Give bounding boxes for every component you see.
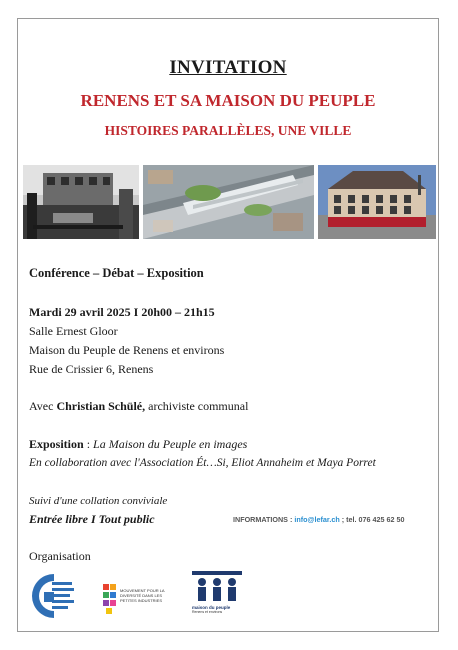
event-headline: RENENS ET SA MAISON DU PEUPLE <box>80 91 376 110</box>
exhibition-label: Exposition <box>29 437 84 451</box>
maison-du-peuple-photo <box>318 165 436 239</box>
event-date-time: Mardi 29 avril 2025 I 20h00 – 21h15 <box>29 305 215 319</box>
event-subheadline: HISTOIRES PARALLÈLES, UNE VILLE <box>104 123 352 138</box>
maison-du-peuple-logo <box>192 569 242 617</box>
exhibition-title: La Maison du Peuple en images <box>93 437 248 451</box>
maison-du-peuple-logo-text: maison du peuple <box>192 605 231 610</box>
venue-line-address: Rue de Crissier 6, Renens <box>29 362 154 376</box>
venue-line-building: Maison du Peuple de Renens et environs <box>29 343 225 357</box>
venue-line-room: Salle Ernest Gloor <box>29 324 118 338</box>
contact-info <box>233 515 404 524</box>
reception-line: Suivi d'une collation conviviale <box>29 495 168 507</box>
collaboration-line: En collaboration avec l'Association Ét…Si, Eliot Annaheim et Maya Porret <box>29 457 376 469</box>
movement-diversity-text: MOUVEMENT POUR LA DIVERSITÉ DANS LES PETITES INDUSTRIES <box>120 588 165 603</box>
speaker-name: Christian Schülé, <box>56 399 146 413</box>
maison-du-peuple-logo-sub: Renens et environs <box>192 610 223 614</box>
exhibition-line <box>29 437 247 452</box>
event-type: Conférence – Débat – Exposition <box>29 266 204 280</box>
organisation-label: Organisation <box>29 549 91 563</box>
entry-line: Entrée libre I Tout public <box>29 512 155 526</box>
speaker-role: archiviste communal <box>148 399 249 413</box>
contact-phone: ; tel. 076 425 62 50 <box>339 515 405 524</box>
movement-diversity-logo <box>103 584 173 616</box>
speaker-line <box>29 399 248 414</box>
speaker-prefix: Avec <box>29 399 54 413</box>
lefar-logo <box>30 572 80 620</box>
exhibition-separator: : <box>83 437 94 451</box>
contact-email-link[interactable]: info@lefar.ch <box>294 515 340 524</box>
historic-building-photo <box>23 165 139 239</box>
invitation-page <box>17 18 439 632</box>
aerial-station-photo <box>143 165 314 239</box>
invitation-title: INVITATION <box>169 57 287 78</box>
contact-label: INFORMATIONS : <box>233 515 295 524</box>
